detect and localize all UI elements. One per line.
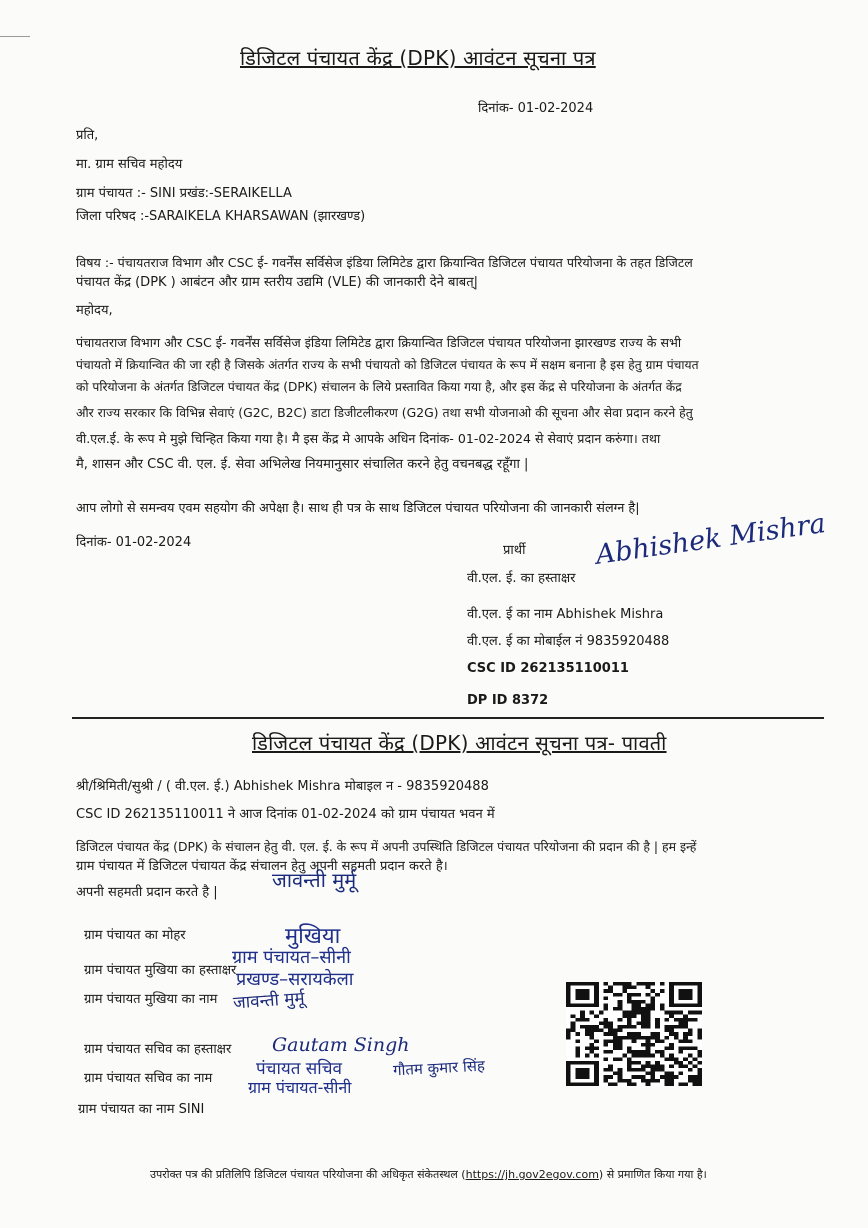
letter-body-line1: पंचायतराज विभाग और CSC ई- गवर्नेंस सर्विसेज इंडिया लिमिटेड द्वारा क्रियान्वित डिजिटल पंचायत परियोजना झारखण्ड राज्य के सभी bbox=[76, 335, 682, 350]
vle-sign-label: वी.एल. ई. का हस्ताक्षर bbox=[467, 571, 576, 586]
footer-note bbox=[150, 1167, 707, 1183]
receipt-line3: डिजिटल पंचायत केंद्र (DPK) के संचालन हेतु वी. एल. ई. के रूप में अपनी उपस्थिति डिजिटल पंचायत परियोजना की प्रदान की है | हम इन्हें bbox=[76, 839, 697, 854]
footer-text-after: ) से प्रमाणित किया गया है। bbox=[598, 1168, 707, 1181]
stamp-label: ग्राम पंचायत का मोहर bbox=[84, 928, 186, 943]
receipt-line1: श्री/श्रिमिती/सुश्री / ( वी.एल. ई.) Abhishek Mishra मोबाइल न - 9835920488 bbox=[76, 779, 489, 794]
scan-edge-mark bbox=[0, 36, 30, 37]
letter-prati: प्रति, bbox=[76, 128, 99, 143]
mukhiya-name-label: ग्राम पंचायत मुखिया का नाम bbox=[84, 992, 218, 1007]
footer-text-before: उपरोक्त पत्र की प्रतिलिपि डिजिटल पंचायत परियोजना की अधिकृत संकेतस्थल ( bbox=[150, 1168, 466, 1181]
csc-id: CSC ID 262135110011 bbox=[467, 661, 629, 676]
dp-id: DP ID 8372 bbox=[467, 693, 549, 708]
receipt-consent: अपनी सहमती प्रदान करते है | bbox=[76, 885, 218, 900]
stamp-sachiv-gp-text: ग्राम पंचायत-सीनी bbox=[248, 1078, 352, 1097]
stamp-prakhand-text: प्रखण्ड–सरायकेला bbox=[236, 969, 354, 990]
letter-zila: जिला परिषद :-SARAIKELA KHARSAWAN (झारखण्ड) bbox=[76, 209, 366, 224]
letter-cooperation: आप लोगो से समन्वय एवम सहयोग की अपेक्षा है। साथ ही पत्र के साथ डिजिटल पंचायत परियोजना की जानकारी संलग्न है| bbox=[76, 501, 640, 516]
letter-prarthi: प्रार्थी bbox=[503, 543, 526, 558]
sachiv-handwritten-name: गौतम कुमार सिंह bbox=[392, 1056, 486, 1080]
stamp-gram-panchayat-text: ग्राम पंचायत–सीनी bbox=[232, 947, 351, 968]
sachiv-signature: Gautam Singh bbox=[272, 1034, 410, 1056]
receipt-line4: ग्राम पंचायत में डिजिटल पंचायत केंद्र संचालन हेतु अपनी सहमती प्रदान करते है। bbox=[76, 859, 448, 874]
letter-subject-line1: विषय :- पंचायतराज विभाग और CSC ई- गवर्नेंस सर्विसेज इंडिया लिमिटेड द्वारा क्रियान्वित डिजिटल पंचायत परियोजना के तहत डिजिटल bbox=[76, 255, 693, 270]
letter-body-line2: पंचायतो में क्रियान्वित की जा रही है जिसके अंतर्गत राज्य के सभी पंचायतो को डिजिटल पंचायत के रूप में सक्षम बनाना है इस हेतु ग्राम पंचायत bbox=[76, 358, 699, 372]
letter-addressee: मा. ग्राम सचिव महोदय bbox=[76, 157, 183, 172]
letter-salutation: महोदय, bbox=[76, 303, 113, 318]
mukhiya-handwritten-name: जावन्ती मुर्मू bbox=[232, 988, 306, 1014]
sachiv-sign-label: ग्राम पंचायत सचिव का हस्ताक्षर bbox=[84, 1042, 232, 1057]
stamp-sachiv-text: पंचायत सचिव bbox=[256, 1059, 342, 1079]
qr-code-icon bbox=[566, 982, 702, 1086]
letter-gram-panchayat: ग्राम पंचायत :- SINI प्रखंड:-SERAIKELLA bbox=[76, 186, 292, 201]
letter-body-line4: और राज्य सरकार कि विभिन्न सेवाएं (G2C, B2C) डाटा डिजीटलीकरण (G2G) तथा सभी योजनाओ की सूचना और सेवा प्रदान करने हेतु bbox=[76, 405, 693, 420]
vle-name: वी.एल. ई का नाम Abhishek Mishra bbox=[467, 607, 664, 622]
letter-body-line6: मै, शासन और CSC वी. एल. ई. सेवा अभिलेख नियमानुसार संचालित करने हेतु वचनबद्ध रहूँगा | bbox=[76, 457, 529, 472]
mukhiya-signature: जावन्ती मुर्मू bbox=[272, 868, 357, 892]
vle-mobile: वी.एल. ई का मोबाईल नं 9835920488 bbox=[467, 634, 670, 649]
letter-title: डिजिटल पंचायत केंद्र (DPK) आवंटन सूचना पत्र bbox=[240, 46, 596, 70]
letter-date-bottom: दिनांक- 01-02-2024 bbox=[76, 535, 192, 550]
mukhiya-sign-label: ग्राम पंचायत मुखिया का हस्ताक्षर bbox=[84, 963, 237, 978]
stamp-mukhiya-text: मुखिया bbox=[285, 924, 341, 949]
sachiv-name-label: ग्राम पंचायत सचिव का नाम bbox=[84, 1071, 213, 1086]
letter-subject-line2: पंचायत केंद्र (DPK ) आबंटन और ग्राम स्तरीय उद्यमि (VLE) की जानकारी देने बाबत्| bbox=[76, 275, 479, 290]
receipt-line2: CSC ID 262135110011 ने आज दिनांक 01-02-2024 को ग्राम पंचायत भवन में bbox=[76, 807, 495, 822]
section-divider bbox=[72, 717, 824, 719]
letter-date-top: दिनांक- 01-02-2024 bbox=[478, 101, 594, 116]
gp-name: ग्राम पंचायत का नाम SINI bbox=[78, 1102, 205, 1117]
letter-body-line3: को परियोजना के अंतर्गत डिजिटल पंचायत केंद्र (DPK) संचालन के लिये प्रस्तावित किया गया है, और इस केंद्र से परियोजना के अंतर्गत केंद्र bbox=[76, 380, 682, 394]
receipt-title: डिजिटल पंचायत केंद्र (DPK) आवंटन सूचना पत्र- पावती bbox=[252, 731, 667, 755]
letter-body-line5: वी.एल.ई. के रूप मे मुझे चिन्हित किया गया है। मै इस केंद्र मे आपके अधिन दिनांक- 01-02-2024 से सेवाएं प्रदान करुंगा। तथा bbox=[76, 431, 661, 446]
footer-url-link[interactable]: https://jh.gov2egov.com bbox=[465, 1168, 599, 1181]
vle-signature: Abhishek Mishra bbox=[593, 507, 828, 571]
